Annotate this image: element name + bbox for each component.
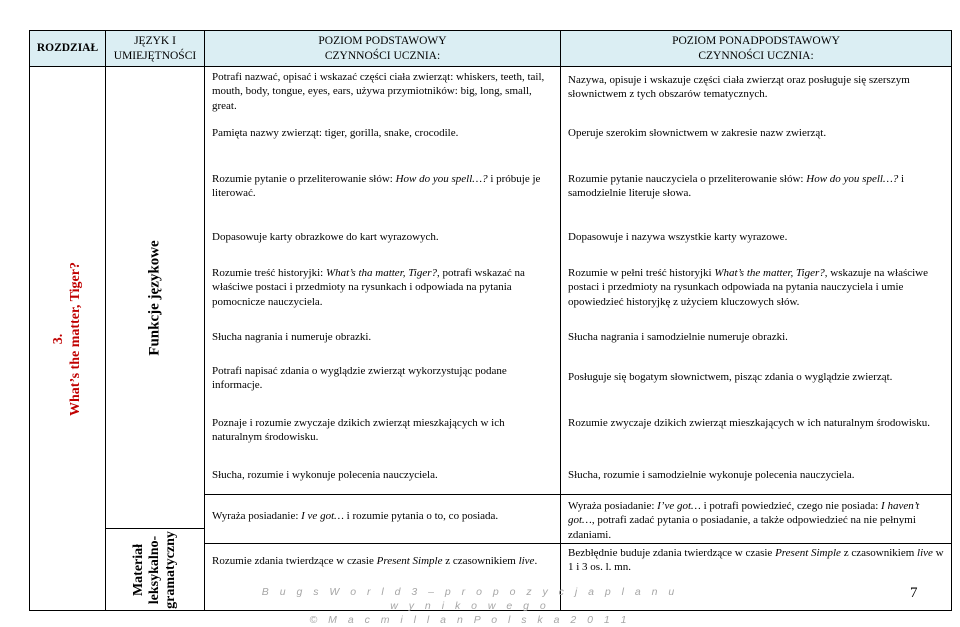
- plan-table: [29, 30, 952, 611]
- advanced-r5-text: Rozumie w pełni treść historyjki What’s the matter, Tiger?, wskazuje na właściwe postaci i przedmioty na rysunkach odpowiada na pytania nauczyciela i umie opowiedzieć historyjkę z użyciem kluczowych słów.: [568, 267, 929, 308]
- basic-r3-text: Rozumie pytanie o przeliterowanie słów: How do you spell…? i próbuje je literować.: [212, 173, 541, 200]
- header-basic-title: POZIOM PODSTAWOWY: [318, 35, 447, 48]
- footer: [260, 585, 680, 627]
- basic-r8: [205, 406, 560, 458]
- footer-line2: © M a c m i l l a n P o l s k a 2 0 1 1: [309, 614, 631, 626]
- basic-r1-text: Potrafi nazwać, opisać i wskazać części ciała zwierząt: whiskers, teeth, tail, mouth, body, tongue, eyes, ears, używa przymiotników: big, long, small, great.: [212, 71, 545, 112]
- category-material-line3: gramatyczny: [163, 530, 179, 609]
- advanced-r11-text: Bezbłędnie buduje zdania twierdzące w czasie Present Simple z czasownikiem live w 1 i 3 os. l. mn.: [568, 547, 944, 574]
- basic-column: [205, 67, 561, 611]
- header-advanced: [561, 31, 952, 67]
- basic-r11: [205, 544, 560, 568]
- basic-r9-text: Słucha, rozumie i wykonuje polecenia nauczyciela.: [212, 469, 438, 481]
- advanced-r2: [561, 117, 951, 164]
- basic-r6-text: Słucha nagrania i numeruje obrazki.: [212, 331, 372, 343]
- basic-r8-text: Poznaje i rozumie zwyczaje dzikich zwierząt mieszkających w ich naturalnym środowisku.: [212, 417, 505, 444]
- advanced-r9: [561, 458, 951, 495]
- advanced-r7: [561, 360, 951, 412]
- category-material: [131, 531, 179, 609]
- header-basic-subtitle: CZYNNOŚCI UCZNIA:: [324, 49, 441, 62]
- basic-r7-text: Potrafi napisać zdania o wyglądzie zwierząt wykorzystując podane informacje.: [212, 365, 507, 392]
- category-material-line1: Materiał: [130, 543, 146, 596]
- advanced-r8: [561, 412, 951, 458]
- footer-line1: B u g s W o r l d 3 – p r o p o z y c j a p l a n u w y n i k o w e g o: [261, 586, 679, 612]
- header-basic: [205, 31, 561, 67]
- category-funkcje-cell: [106, 67, 204, 529]
- header-advanced-subtitle: CZYNNOŚCI UCZNIA:: [698, 49, 814, 62]
- section-label: [51, 262, 85, 416]
- header-advanced-title: POZIOM PONADPODSTAWOWY: [672, 35, 840, 48]
- basic-r3: [205, 164, 560, 220]
- advanced-r4: [561, 220, 951, 256]
- advanced-r9-text: Słucha, rozumie i samodzielnie wykonuje polecenia nauczyciela.: [568, 469, 855, 481]
- advanced-r10-text: Wyraża posiadanie: I’ve got… i potrafi powiedzieć, czego nie posiada: I haven’t got…, potrafi zadać pytania o posiadanie, a także odpowiedzieć na nie pełnymi zdaniami.: [568, 500, 920, 541]
- advanced-r11: [561, 544, 951, 575]
- category-funkcje: Funkcje językowe: [146, 239, 163, 356]
- basic-r1: [205, 67, 560, 114]
- section-number: 3.: [50, 333, 66, 344]
- header-row: [30, 31, 952, 67]
- basic-r5-text: Rozumie treść historyjki: What’s tha matter, Tiger?, potrafi wskazać na właściwe postaci i przedmioty na rysunkach i odpowiada na pytania pomocnicze nauczyciela.: [212, 267, 525, 308]
- basic-r5: [205, 256, 560, 320]
- category-material-line2: leksykalno-: [146, 535, 162, 604]
- basic-r2-text: Pamięta nazwy zwierząt: tiger, gorilla, snake, crocodile.: [212, 127, 459, 139]
- advanced-r7-text: Posługuje się bogatym słownictwem, pisząc zdania o wyglądzie zwierząt.: [568, 371, 893, 383]
- advanced-r5: [561, 256, 951, 320]
- advanced-r6-text: Słucha nagrania i samodzielnie numeruje obrazki.: [568, 331, 788, 343]
- basic-r9: [205, 458, 560, 495]
- advanced-r1: [561, 67, 951, 117]
- category-column: [106, 67, 205, 611]
- header-jezyk: JĘZYK I UMIEJĘTNOŚCI: [106, 31, 205, 67]
- content-row: [30, 67, 952, 611]
- section-title: What’s the matter, Tiger?: [67, 261, 83, 416]
- basic-r6: [205, 320, 560, 360]
- page-number: 7: [910, 585, 918, 601]
- advanced-r6: [561, 320, 951, 360]
- basic-r7: [205, 360, 560, 406]
- advanced-r3-text: Rozumie pytanie nauczyciela o przeliterowanie słów: How do you spell…? i samodzielnie literuje słowa.: [568, 173, 905, 200]
- basic-r4-text: Dopasowuje karty obrazkowe do kart wyrazowych.: [212, 231, 439, 243]
- advanced-r1-text: Nazywa, opisuje i wskazuje części ciała zwierząt oraz posługuje się szerszym słownictwem z tych obszarów tematycznych.: [568, 74, 910, 101]
- category-material-cell: [106, 529, 204, 610]
- advanced-r3: [561, 164, 951, 220]
- advanced-r8-text: Rozumie zwyczaje dzikich zwierząt mieszkających w ich naturalnym środowisku.: [568, 417, 930, 429]
- basic-r10-text: Wyraża posiadanie: I ve got… i rozumie pytania o to, co posiada.: [212, 510, 499, 522]
- basic-r11-text: Rozumie zdania twierdzące w czasie Present Simple z czasownikiem live.: [212, 555, 538, 567]
- basic-r2: [205, 114, 560, 164]
- header-rozdzial: ROZDZIAŁ: [30, 31, 106, 67]
- advanced-r10: [561, 495, 951, 544]
- basic-r4: [205, 220, 560, 256]
- section-cell: [30, 67, 106, 611]
- advanced-r4-text: Dopasowuje i nazywa wszystkie karty wyrazowe.: [568, 231, 788, 243]
- advanced-column: [561, 67, 952, 611]
- basic-r10: [205, 495, 560, 544]
- advanced-r2-text: Operuje szerokim słownictwem w zakresie nazw zwierząt.: [568, 127, 827, 139]
